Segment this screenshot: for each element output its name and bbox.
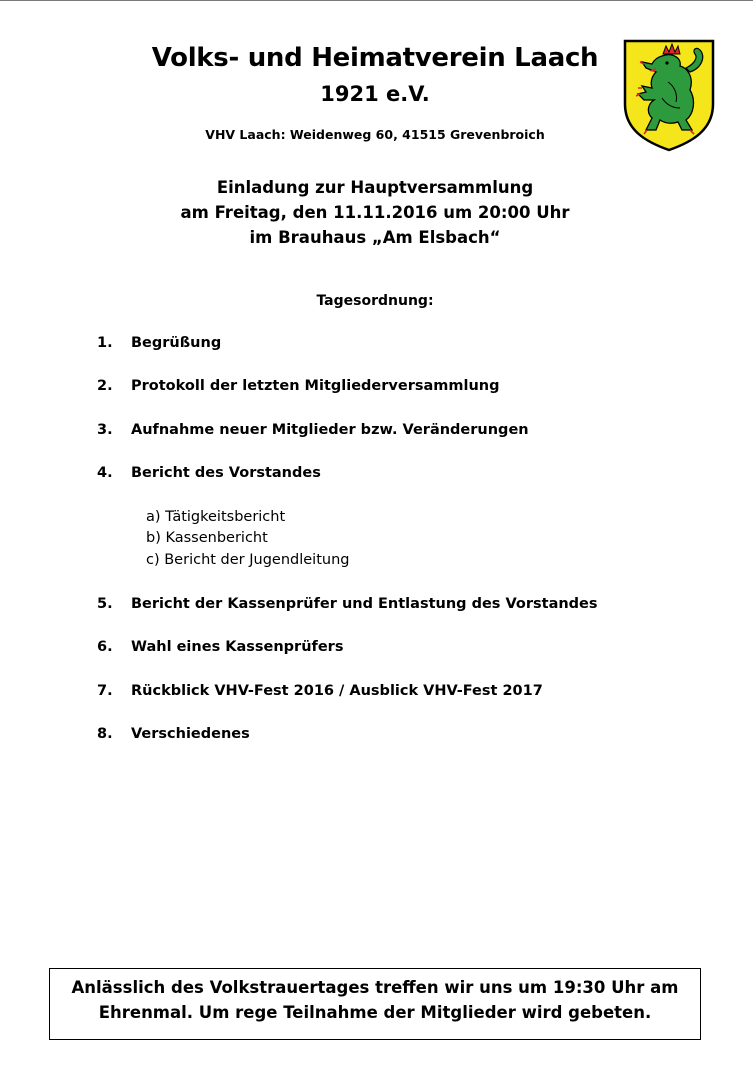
agenda-item-number: 3. [97, 422, 113, 438]
invitation-line-3: im Brauhaus „Am Elsbach“ [249, 228, 501, 247]
invitation-line-2: am Freitag, den 11.11.2016 um 20:00 Uhr [180, 203, 570, 222]
agenda-item [97, 723, 697, 745]
agenda-item-label: Wahl eines Kassenprüfers [131, 639, 344, 655]
invitation-line-1: Einladung zur Hauptversammlung [216, 178, 534, 197]
agenda-item [97, 332, 697, 354]
notice-text [60, 975, 690, 1025]
agenda-item-label: Bericht des Vorstandes [131, 465, 321, 481]
agenda-item-number: 2. [97, 378, 113, 394]
agenda-item-label: Protokoll der letzten Mitgliederversammlung [131, 378, 500, 394]
page-subtitle: 1921 e.V. [320, 82, 430, 106]
agenda-item [97, 419, 697, 441]
notice-line-2: Ehrenmal. Um rege Teilnahme der Mitglieder wird gebeten. [98, 1003, 652, 1022]
agenda-item [97, 462, 697, 484]
club-address: VHV Laach: Weidenweg 60, 41515 Grevenbroich [205, 127, 545, 142]
agenda-item [97, 593, 697, 615]
top-border-line [0, 0, 753, 1]
agenda-subitem: c) Bericht der Jugendleitung [146, 552, 350, 568]
agenda-item [97, 636, 697, 658]
agenda-item-number: 1. [97, 335, 113, 351]
agenda-item-label: Rückblick VHV-Fest 2016 / Ausblick VHV-Fest 2017 [131, 683, 543, 699]
agenda-item-number: 6. [97, 639, 113, 655]
agenda-item [97, 375, 697, 397]
agenda-item-number: 7. [97, 683, 113, 699]
agenda-item [97, 680, 697, 702]
agenda-item-number: 4. [97, 465, 113, 481]
notice-box [49, 968, 701, 1040]
agenda-heading: Tagesordnung: [316, 293, 434, 309]
agenda-item-label: Aufnahme neuer Mitglieder bzw. Veränderungen [131, 422, 529, 438]
notice-line-1: Anlässlich des Volkstrauertages treffen wir uns um 19:30 Uhr am [71, 978, 679, 997]
agenda-subitem: b) Kassenbericht [146, 530, 268, 546]
page-title: Volks- und Heimatverein Laach [151, 43, 599, 73]
heraldic-lion-crest-icon [622, 38, 716, 152]
agenda-item-label: Verschiedenes [131, 726, 250, 742]
agenda-item-label: Bericht der Kassenprüfer und Entlastung des Vorstandes [131, 596, 598, 612]
agenda-subitem: a) Tätigkeitsbericht [146, 509, 286, 525]
agenda-item-label: Begrüßung [131, 335, 222, 351]
agenda-item-number: 5. [97, 596, 113, 612]
invitation-block [80, 175, 670, 250]
agenda-item-number: 8. [97, 726, 113, 742]
